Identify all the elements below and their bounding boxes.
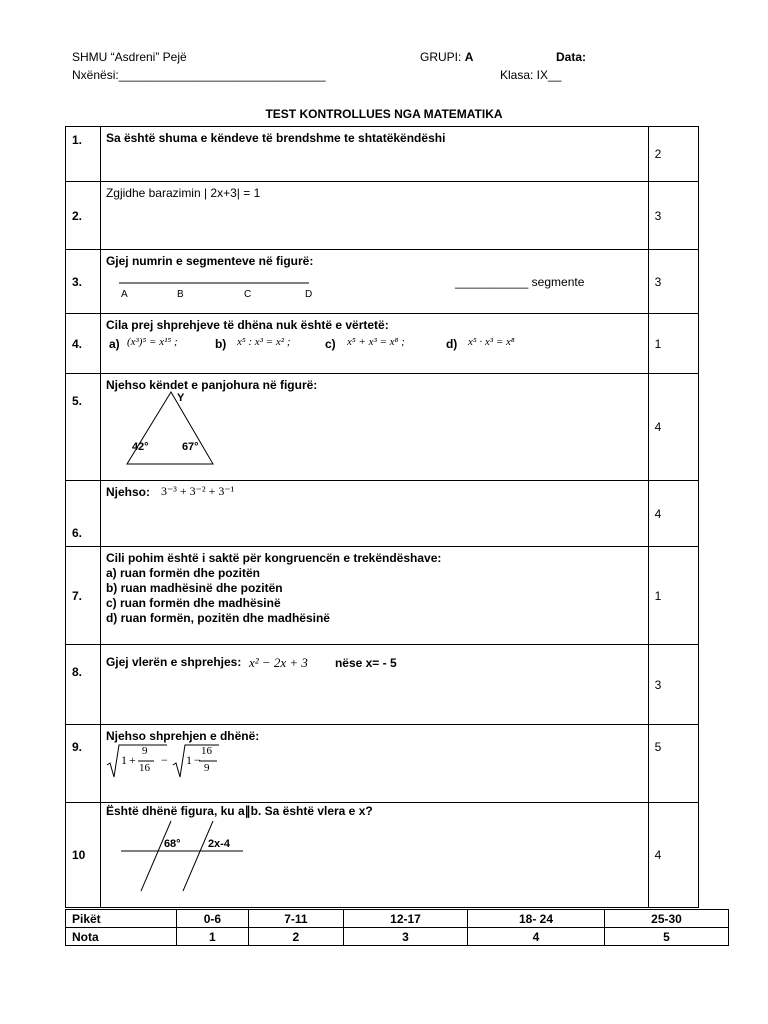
angle-label-68: 68°: [163, 838, 181, 850]
option-c-expr: x⁵ + x³ = x⁸ ;: [346, 336, 405, 348]
frac1-numerator: 9: [141, 745, 148, 757]
question-text: Cila prej shprehjeve të dhëna nuk është e vërtetë:: [105, 318, 389, 332]
question-row-2: [66, 182, 699, 250]
question-options: [106, 551, 441, 626]
term-one-1: 1: [120, 753, 127, 767]
frac1-denominator: 16: [138, 762, 150, 774]
range-1: 0-6: [177, 910, 249, 928]
question-row-1: [66, 127, 699, 182]
frac2-numerator: 16: [200, 745, 212, 757]
question-cell: [100, 803, 648, 908]
grading-value-row: [66, 928, 729, 946]
question-number: 9.: [66, 725, 101, 803]
questions-table: [65, 126, 699, 908]
triangle-figure: [125, 388, 225, 468]
answer-blank: ___________ segmente: [454, 275, 585, 289]
question-number: 5.: [66, 374, 101, 481]
question-points: 4: [648, 481, 698, 547]
group-label: [420, 50, 473, 64]
page-title: TEST KONTROLLUES NGA MATEMATIKA: [265, 107, 503, 121]
option-b-label: b): [214, 337, 227, 351]
minus-sign: −: [160, 753, 168, 767]
option-a: a) ruan formën dhe pozitën: [105, 566, 260, 580]
question-text: Njehso:: [105, 485, 150, 499]
option-b: b) ruan madhësinë dhe pozitën: [105, 581, 283, 595]
point-label-a: A: [120, 289, 128, 300]
point-label-b: B: [176, 289, 184, 300]
question-points: 4: [648, 374, 698, 481]
angle-label-67: 67°: [181, 441, 199, 453]
question-number: 4.: [66, 314, 101, 374]
question-number: 7.: [66, 547, 101, 645]
class-label: Klasa: IX__: [500, 68, 562, 82]
question-row-3: [66, 250, 699, 314]
grade-label: Nota: [66, 928, 177, 946]
option-c: c) ruan formën dhe madhësinë: [105, 596, 281, 610]
question-text: Gjej numrin e segmenteve në figurë:: [105, 254, 314, 268]
option-a-expr: (x³)⁵ = x¹⁵ ;: [126, 336, 178, 348]
question-cell: [100, 314, 648, 374]
question-number: 6.: [66, 481, 101, 547]
question-row-8: [66, 645, 699, 725]
grade-5: 5: [604, 928, 728, 946]
question-points: 1: [648, 547, 698, 645]
angle-label-42: 42°: [131, 441, 149, 453]
question-points: 1: [648, 314, 698, 374]
option-b-expr: x⁵ : x³ = x² ;: [236, 336, 291, 348]
expression: 3⁻³ + 3⁻² + 3⁻¹: [160, 484, 235, 498]
option-a-label: a): [108, 337, 120, 351]
question-number: 10: [66, 803, 101, 908]
question-points: 2: [648, 127, 698, 182]
option-c-label: c): [324, 337, 336, 351]
question-cell: [100, 725, 648, 803]
parallel-line-b: [183, 821, 213, 891]
question-points: 3: [648, 250, 698, 314]
radical-1: [107, 745, 167, 777]
grade-3: 3: [344, 928, 468, 946]
question-text: Njehso shprehjen e dhënë:: [105, 729, 260, 743]
parallel-lines-figure: [119, 819, 259, 899]
group-value: A: [464, 50, 474, 64]
expression: x² − 2x + 3: [248, 655, 308, 670]
parallel-line-a: [141, 821, 171, 891]
question-points: 4: [648, 803, 698, 908]
points-label: Pikët: [66, 910, 177, 928]
range-4: 18- 24: [467, 910, 604, 928]
question-number: 2.: [66, 182, 101, 250]
school-name: SHMU “Asdreni” Pejë: [72, 50, 187, 64]
question-cell: [100, 182, 648, 250]
question-text: Gjej vlerën e shprehjes:: [105, 655, 242, 669]
grade-4: 4: [467, 928, 604, 946]
question-cell: [100, 547, 648, 645]
grading-table: [65, 909, 729, 946]
range-2: 7-11: [248, 910, 343, 928]
point-label-c: C: [243, 289, 252, 300]
question-cell: [100, 374, 648, 481]
question-text: Është dhënë figura, ku a∥b. Sa është vlera e x?: [105, 804, 373, 818]
frac2-denominator: 9: [203, 762, 210, 774]
grade-2: 2: [248, 928, 343, 946]
option-d-expr: x⁵ · x³ = x⁸: [467, 336, 515, 348]
student-name-field: Nxënësi:_______________________________: [72, 68, 326, 82]
range-3: 12-17: [344, 910, 468, 928]
question-points: 5: [648, 725, 698, 803]
question-text: Zgjidhe barazimin | 2x+3| = 1: [105, 186, 261, 200]
grading-header-row: [66, 910, 729, 928]
date-label: Data:: [556, 50, 587, 64]
question-number: 3.: [66, 250, 101, 314]
plus-sign: +: [128, 753, 136, 767]
question-number: 8.: [66, 645, 101, 725]
group-label-text: GRUPI:: [420, 50, 462, 64]
question-row-9: [66, 725, 699, 803]
question-text: Njehso këndet e panjohura në figurë:: [105, 378, 318, 392]
question-row-4: [66, 314, 699, 374]
term-one-2: 1: [185, 753, 192, 767]
question-row-7: [66, 547, 699, 645]
question-points: 3: [648, 645, 698, 725]
option-d: d) ruan formën, pozitën dhe madhësinë: [105, 611, 330, 625]
range-5: 25-30: [604, 910, 728, 928]
option-d-label: d): [445, 337, 458, 351]
question-row-10: [66, 803, 699, 908]
question-cell: [100, 250, 648, 314]
question-cell: [100, 645, 648, 725]
question-row-5: [66, 374, 699, 481]
minus-sign-2: −: [193, 753, 201, 767]
point-label-d: D: [304, 289, 313, 300]
question-cell: [100, 127, 648, 182]
angle-label-2x-4: 2x-4: [207, 838, 230, 850]
question-text: Sa është shuma e këndeve të brendshme te shtatëkëndëshi: [105, 131, 446, 145]
grade-1: 1: [177, 928, 249, 946]
angle-label-y: Y: [176, 392, 185, 404]
question-cell: [100, 481, 648, 547]
question-points: 3: [648, 182, 698, 250]
question-row-6: [66, 481, 699, 547]
condition: nëse x= - 5: [334, 656, 397, 670]
triangle-shape: [127, 392, 213, 464]
question-text: Cili pohim është i saktë për kongruencën e trekëndëshave:: [105, 551, 442, 565]
question-number: 1.: [66, 127, 101, 182]
